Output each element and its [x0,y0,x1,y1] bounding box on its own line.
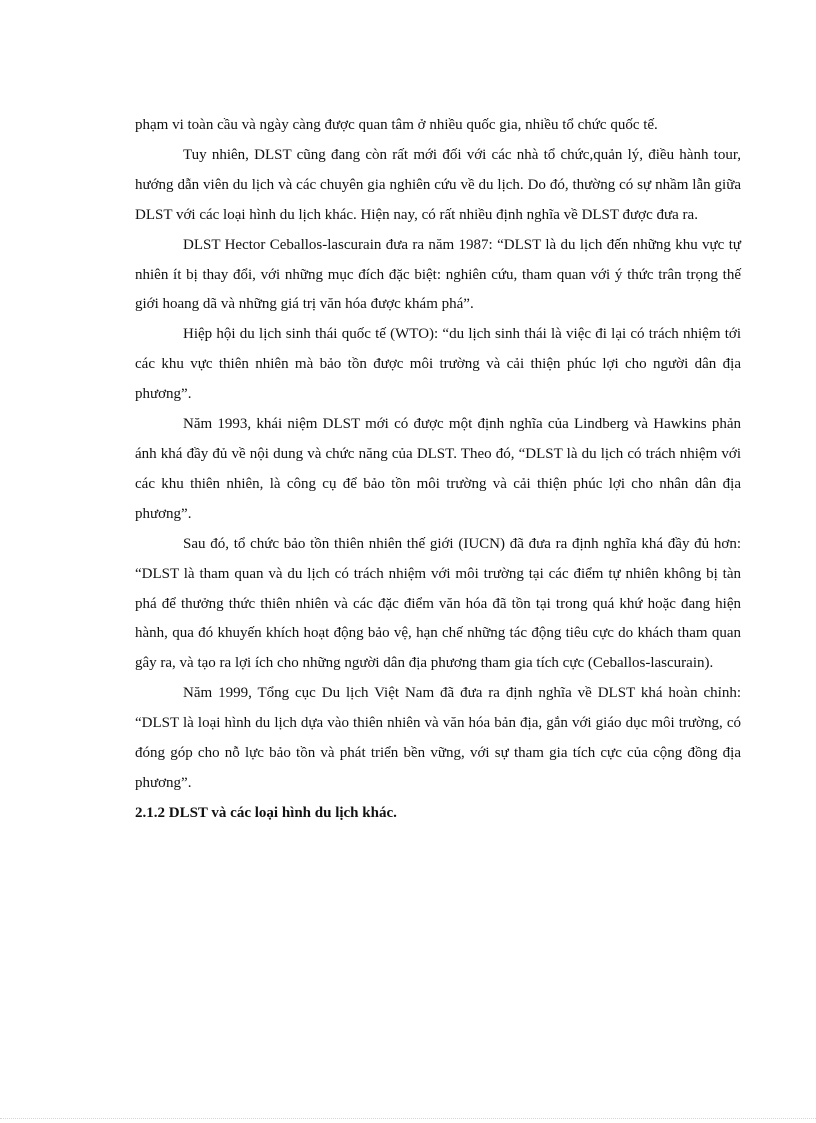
paragraph-iucn-definition: Sau đó, tổ chức bảo tồn thiên nhiên thế giới (IUCN) đã đưa ra định nghĩa khá đầy đủ hơn: “DLST là tham quan và du lịch có trách nhiệm với môi trường tại các điểm tự nhiên không bị tàn phá để thưởng thức thiên nhiên và các đặc điểm văn hóa đã tồn tại trong quá khứ hoặc đang hiện hành, qua đó khuyến khích hoạt động bảo vệ, hạn chế những tác động tiêu cực do khách tham quan gây ra, và tạo ra lợi ích cho những người dân địa phương tham gia tích cực (Ceballos-lascurain). [135,535,741,672]
document-body [135,111,741,829]
page-bottom-divider [0,1118,816,1119]
paragraph-ceballos-definition: DLST Hector Ceballos-lascurain đưa ra năm 1987: “DLST là du lịch đến những khu vực tự nhiên ít bị thay đổi, với những mục đích đặc biệt: nghiên cứu, tham quan với ý thức trân trọng thế giới hoang dã và những giá trị văn hóa được khám phá”. [135,236,741,313]
paragraph-dlst-newness: Tuy nhiên, DLST cũng đang còn rất mới đối với các nhà tổ chức,quản lý, điều hành tour, hướng dẫn viên du lịch và các chuyên gia nghiên cứu về du lịch. Do đó, thường có sự nhầm lẫn giữa DLST với các loại hình du lịch khác. Hiện nay, có rất nhiều định nghĩa về DLST được đưa ra. [135,146,741,223]
paragraph-continuation: phạm vi toàn cầu và ngày càng được quan tâm ở nhiều quốc gia, nhiều tổ chức quốc tế. [135,117,658,133]
paragraph-lindberg-hawkins-definition: Năm 1993, khái niệm DLST mới có được một định nghĩa của Lindberg và Hawkins phản ánh khá đầy đủ về nội dung và chức năng của DLST. Theo đó, “DLST là du lịch có trách nhiệm với các khu thiên nhiên, là công cụ để bảo tồn môi trường và cải thiện phúc lợi cho nhân dân địa phương”. [135,416,741,522]
paragraph-wto-definition: Hiệp hội du lịch sinh thái quốc tế (WTO): “du lịch sinh thái là việc đi lại có trách nhiệm tới các khu vực thiên nhiên mà bảo tồn được môi trường và cải thiện phúc lợi cho người dân địa phương”. [135,326,741,403]
section-heading: 2.1.2 DLST và các loại hình du lịch khác. [135,804,397,821]
paragraph-vietnam-definition: Năm 1999, Tổng cục Du lịch Việt Nam đã đưa ra định nghĩa về DLST khá hoàn chỉnh: “DLST là loại hình du lịch dựa vào thiên nhiên và văn hóa bản địa, gắn với giáo dục môi trường, có đóng góp cho nỗ lực bảo tồn và phát triển bền vững, với sự tham gia tích cực của cộng đồng địa phương”. [135,685,741,791]
